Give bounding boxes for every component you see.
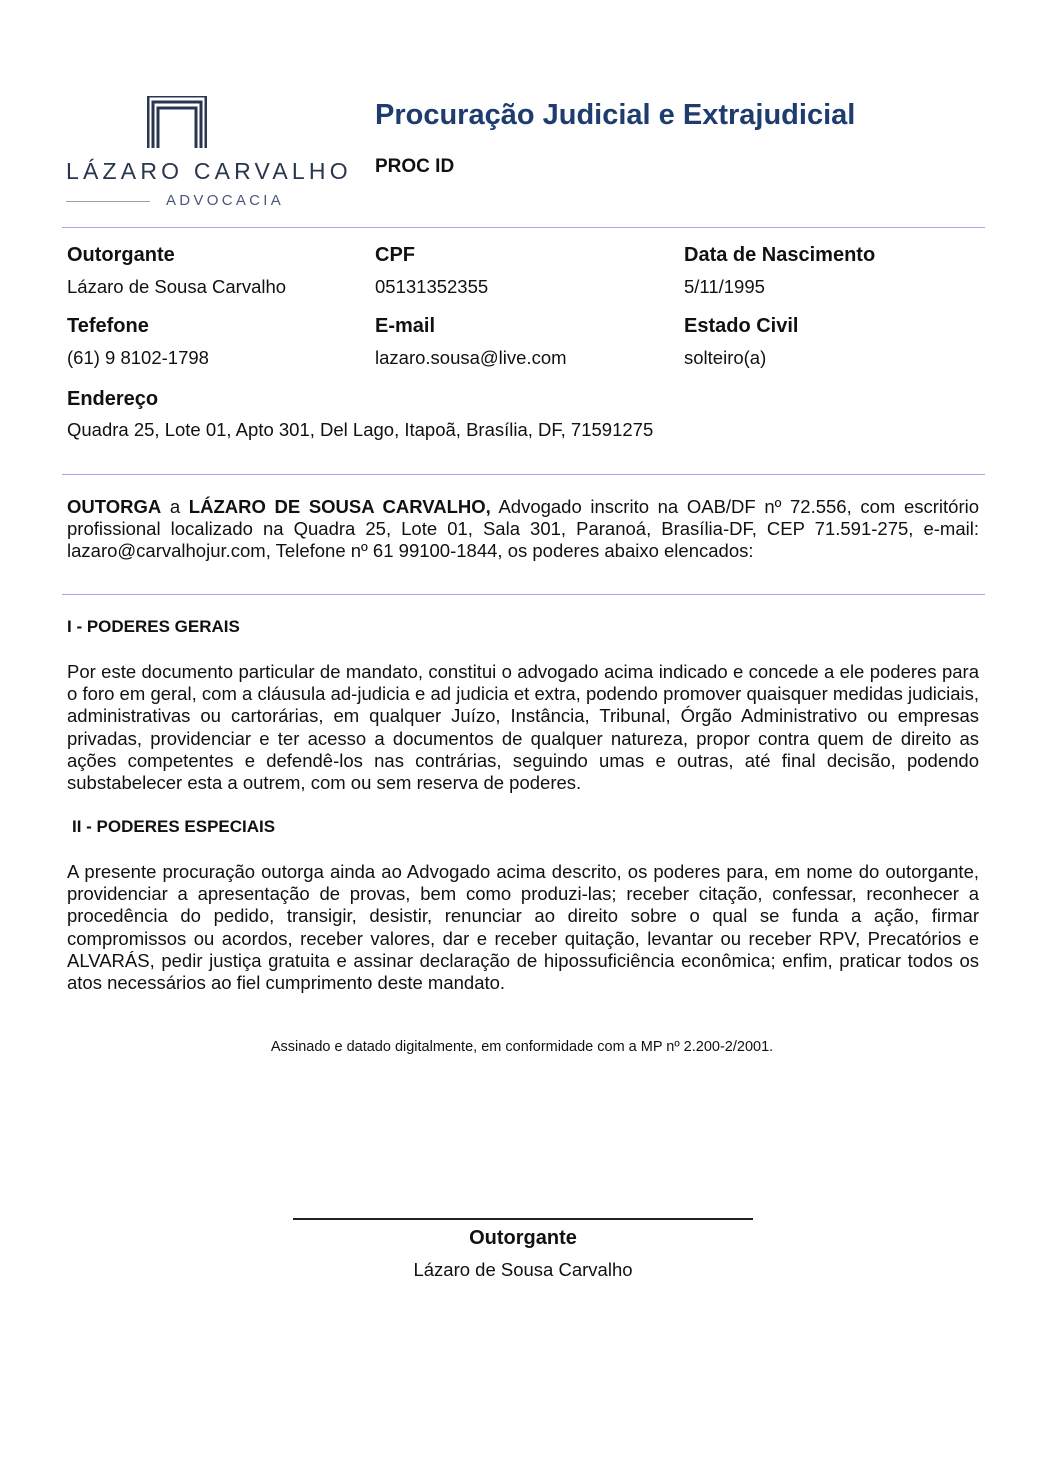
outorgante-label: Outorgante: [67, 244, 175, 266]
document-title: Procuração Judicial e Extrajudicial: [375, 99, 856, 131]
divider: [62, 474, 985, 475]
divider: [62, 594, 985, 595]
cpf-label: CPF: [375, 244, 415, 266]
cpf-value: 05131352355: [375, 276, 489, 297]
logo-subtitle: ADVOCACIA: [166, 192, 285, 209]
outorgante-value: Lázaro de Sousa Carvalho: [67, 276, 287, 297]
nascimento-label: Data de Nascimento: [684, 244, 876, 266]
endereco-label: Endereço: [67, 388, 159, 410]
endereco-value: Quadra 25, Lote 01, Apto 301, Del Lago, Itapoã, Brasília, DF, 71591275: [67, 419, 654, 440]
outorga-paragraph: [67, 496, 979, 563]
section-text-poderes-especiais: A presente procuração outorga ainda ao Advogado acima descrito, os poderes para, em nome do outorgante, providenciar a apresentação de provas, bem como produzi-las; receber citação, confessar, reconhecer a procedência do pedido, transigir, desistir, renunciar ao direito sobre o qual se funda a ação, firmar compromissos ou acordos, receber valores, dar e receber quitação, levantar ou receber RPV, Precatórios e ALVARÁS, pedir justiça gratuita e assinar declaração de hipossuficiência econômica; enfim, praticar todos os atos necessários ao fiel cumprimento deste mandato.: [67, 861, 979, 994]
telefone-label: Tefefone: [67, 315, 149, 337]
estado-civil-value: solteiro(a): [684, 347, 767, 368]
outorga-name: LÁZARO DE SOUSA CARVALHO,: [188, 496, 491, 517]
outorga-lead: OUTORGA: [67, 496, 162, 517]
signature-label: Outorgante: [469, 1227, 577, 1249]
signature-line: [293, 1218, 753, 1220]
email-value: lazaro.sousa@live.com: [375, 347, 567, 368]
nascimento-value: 5/11/1995: [684, 276, 765, 297]
estado-civil-label: Estado Civil: [684, 315, 799, 337]
divider: [62, 227, 985, 228]
section-heading-poderes-gerais: I - PODERES GERAIS: [67, 617, 240, 636]
telefone-value: (61) 9 8102-1798: [67, 347, 209, 368]
section-text-poderes-gerais: Por este documento particular de mandato, constitui o advogado acima indicado e concede a ele poderes para o foro em geral, com a cláusula ad-judicia e ad judicia et extra, podendo promover quaisquer medidas judiciais, administrativas ou cartorárias, em qualquer Juízo, Instância, Tribunal, Órgão Administrativo ou empresas privadas, providenciar e ter acesso a documentos de qualquer natureza, propor contra quem de direito as ações competentes e defendê-los nas contrárias, seguindo umas e outras, até final decisão, podendo substabelecer esta a outrem, com ou sem reserva de poderes.: [67, 661, 979, 794]
signature-name: Lázaro de Sousa Carvalho: [413, 1259, 633, 1280]
logo-name: LÁZARO CARVALHO: [66, 158, 352, 184]
logo-divider: [66, 201, 150, 202]
email-label: E-mail: [375, 315, 436, 337]
section-heading-poderes-especiais: II - PODERES ESPECIAIS: [72, 817, 276, 836]
proc-id: PROC ID: [375, 156, 455, 177]
signed-note: Assinado e datado digitalmente, em conformidade com a MP nº 2.200-2/2001.: [270, 1039, 774, 1055]
outorga-text: Advogado inscrito na OAB/DF nº 72.556, com escritório profissional localizado na Quadra 25, Lote 01, Sala 301, Paranoá, Brasília-DF, CEP 71.591-275, e-mail: lazaro@carvalhojur.com, Telefone nº 61 99100-1844, os poderes abaixo elencados:: [67, 496, 980, 562]
logo-icon: [147, 96, 207, 148]
outorga-connector: a: [161, 496, 189, 517]
